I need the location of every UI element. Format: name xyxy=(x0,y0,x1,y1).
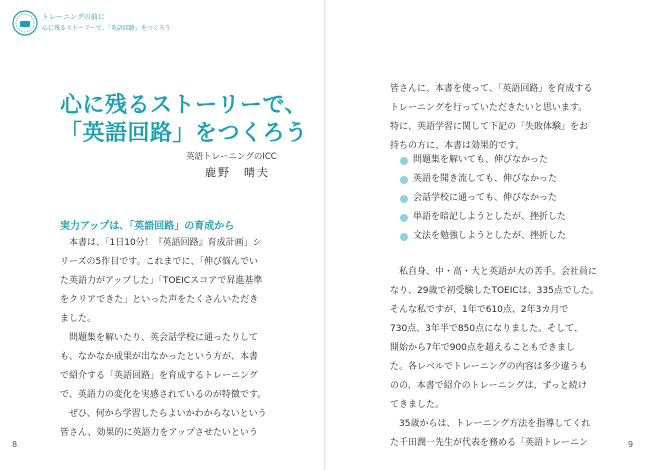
author-organization: 英語トレーニングのICC xyxy=(186,152,277,162)
text-line: リーズの5作目です。これまでに、「伸び悩んでい xyxy=(60,257,259,267)
bullet-dot-icon xyxy=(400,157,408,165)
text-line: 特に、英語学習に関して下記の「失敗体験」をお xyxy=(390,122,589,132)
text-line: た英語力がアップした」「TOEICスコアで昇進基準 xyxy=(60,276,263,286)
header-running-title: 心に残るストーリーで、「英語回路」をつくろう xyxy=(42,25,171,32)
page-title-line-2: 「英語回路」をつくろう xyxy=(60,121,308,146)
author-name: 鹿野 晴夫 xyxy=(205,166,270,179)
text-line: 皆さん、効果的に英語力をアップさせたいという xyxy=(60,428,258,438)
bullet-dot-icon xyxy=(400,195,408,203)
text-line: た千田潤一先生が代表を務める「英語トレーニン xyxy=(390,438,589,448)
list-item xyxy=(400,189,620,208)
text-line: 本書は、「1日10分！『英語回路』育成計画」シ xyxy=(60,238,262,248)
header-chapter-label: トレーニングの前に xyxy=(42,13,105,21)
text-line: をクリアできた」といった声をたくさんいただき xyxy=(60,295,259,305)
right-body-text-intro xyxy=(390,80,612,156)
bullet-dot-icon xyxy=(400,233,408,241)
text-line: トレーニングを行っていただきたいと思います。 xyxy=(390,103,588,113)
text-line: 35歳からは、トレーニング方法を指導してくれ xyxy=(390,419,591,429)
text-line: で、英語力の変化を実感されているのが特徴です。 xyxy=(60,390,267,400)
page-title-line-1: 心に残るストーリーで、 xyxy=(60,93,308,118)
bullet-dot-icon xyxy=(400,214,408,222)
text-line: 私自身、中・高・大と英語が大の苦手。会社員に xyxy=(390,267,598,277)
text-line: 持ちの方に、本書は効果的です。 xyxy=(390,141,525,151)
bullet-dot-icon xyxy=(400,176,408,184)
list-item-text: 英語を聞き流しても、伸びなかった xyxy=(413,174,558,184)
list-item xyxy=(400,151,620,170)
list-item xyxy=(400,170,620,189)
list-item-text: 文法を勉強しようとしたが、挫折した xyxy=(413,231,567,241)
left-body-text xyxy=(60,234,276,443)
list-item-text: 問題集を解いても、伸びなかった xyxy=(413,155,549,165)
text-line: た。各レベルでトレーニングの内容は多少違うも xyxy=(390,362,588,372)
text-line: ぜひ、何から学習したらよいかわからないという xyxy=(60,409,267,419)
text-line: 問題集を解いたり、英会話学校に通ったりして xyxy=(60,333,259,343)
right-body-text-story xyxy=(390,263,612,453)
list-item-text: 会話学校に通っても、伸びなかった xyxy=(413,193,558,203)
page-number-right: 9 xyxy=(628,440,634,449)
list-item xyxy=(400,208,620,227)
page-number-left: 8 xyxy=(12,440,18,449)
text-line: のの、本書で紹介のトレーニングは、ずっと続け xyxy=(390,381,587,391)
text-line: そんな私ですが、1年で610点、2年3カ月で xyxy=(390,305,569,315)
text-line: なり、29歳で初受験したTOEICは、335点でした。 xyxy=(390,286,599,296)
chapter-badge-icon xyxy=(12,10,38,36)
text-line: 開始から7年で900点を超えることもできまし xyxy=(390,343,575,353)
text-line: 730点、3年半で850点になりました。そして、 xyxy=(390,324,583,334)
text-line: ました。 xyxy=(60,314,97,324)
list-item xyxy=(400,227,620,246)
text-line: で紹介する「英語回路」を育成するトレーニング xyxy=(60,371,258,381)
text-line: 皆さんに、本書を使って、「英語回路」を育成する xyxy=(390,84,593,94)
text-line: も、なかなか成果が出なかったという方が、本書 xyxy=(60,352,259,362)
section-heading: 実力アップは、「英語回路」の育成から xyxy=(60,221,235,232)
list-item-text: 単語を暗記しようとしたが、挫折した xyxy=(413,212,567,222)
page-gutter xyxy=(324,0,326,470)
text-line: てきました。 xyxy=(390,400,445,410)
failure-experience-list xyxy=(400,151,620,246)
